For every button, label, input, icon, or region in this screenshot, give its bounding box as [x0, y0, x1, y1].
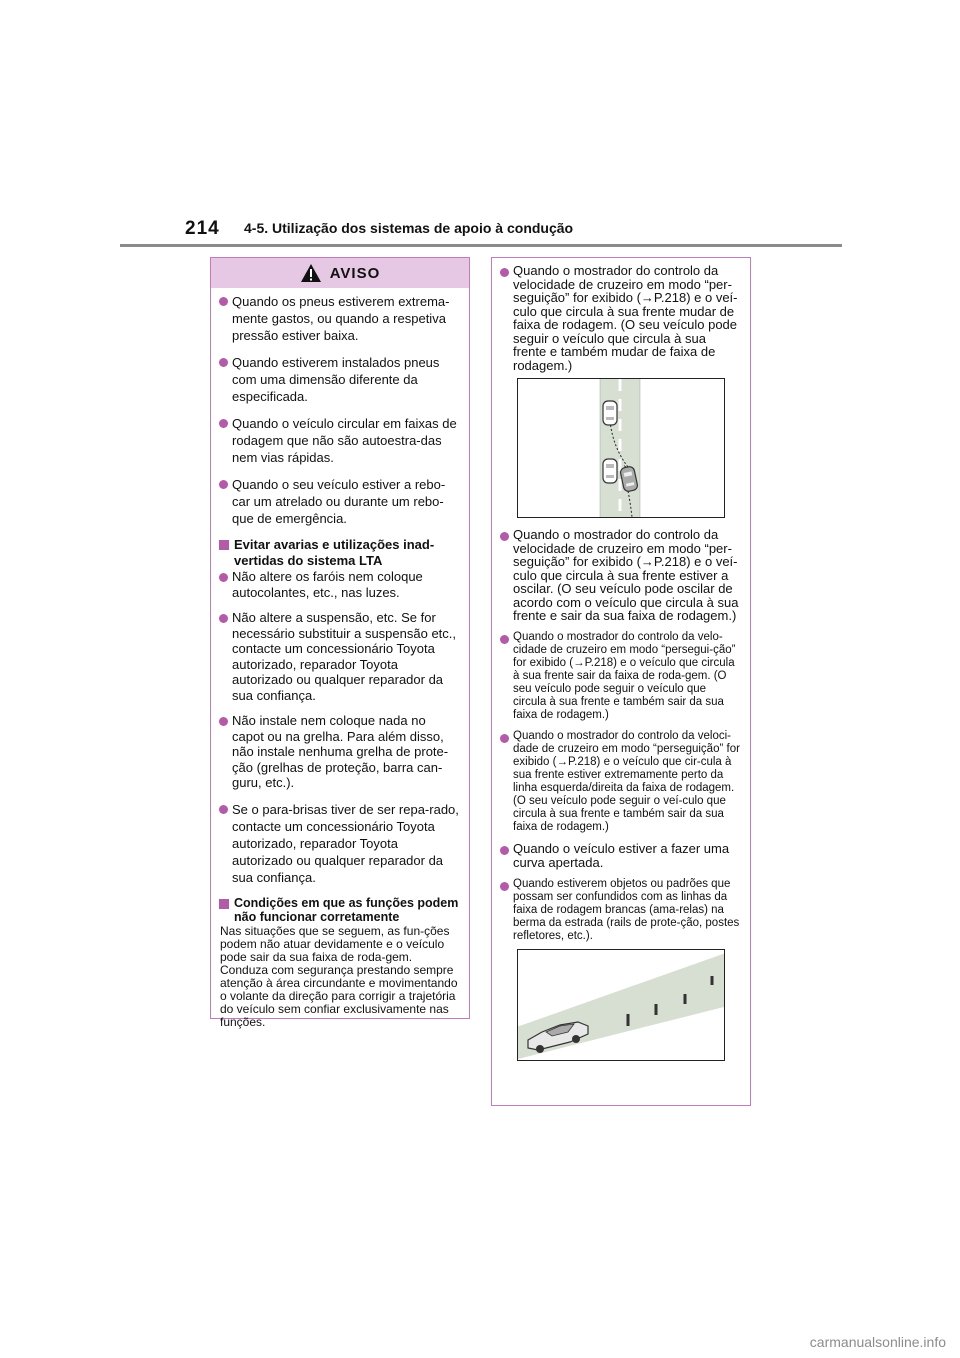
list-item-text: Quando estiverem objetos ou padrões que possam ser confundidos com as linhas da faixa de rodagem brancas (ama-relas) na berma da estrada (rails de prote-ção, postes refletores, etc.). [513, 877, 740, 942]
guardrail-diagram [518, 950, 724, 1060]
subheading-text: Evitar avarias e utilizações inad-vertidas do sistema LTA [234, 537, 435, 568]
warning-header [211, 258, 469, 288]
parked-vehicle-icon [603, 459, 617, 483]
list-item-text: Quando o mostrador do controlo da velocidade de cruzeiro em modo “per-seguição” for exibido (→P.218) e o veí-culo que circula à sua frente estiver a oscilar. (O seu veículo pode oscilar de acordo com o veículo que circula à sua frente e sair da sua faixa de rodagem.) [513, 527, 739, 623]
bullet-dot [500, 846, 509, 855]
bullet-dot [500, 882, 509, 891]
paragraph: Nas situações que se seguem, as fun-ções podem não atuar devidamente e o veículo pode sair da sua faixa de roda-gem. Conduza com segurança prestando sempre atenção à área circundante e movimentando o volante da direção para corrigir a trajetória do veículo sem confiar exclusivamente nas funções. [220, 923, 458, 1029]
list-item [500, 631, 742, 722]
square-bullet-icon [219, 899, 229, 909]
bullet-dot [500, 734, 509, 743]
warning-box [210, 257, 470, 1029]
list-item [500, 842, 742, 870]
header-rule [120, 244, 842, 247]
subheading [219, 896, 461, 924]
list-item [500, 528, 742, 623]
list-item-text: Quando o mostrador do controlo da velocidade de cruzeiro em modo “per-seguição” for exibido (→P.218) e o veí-culo que circula à sua frente mudar de faixa de rodagem. (O seu veículo pode seguir o veículo que circula à sua frente e também mudar de faixa de rodagem.) [513, 263, 738, 373]
list-item-text: Se o para-brisas tiver de ser repa-rado, contacte um concessionário Toyota autorizado, reparador Toyota autorizado ou qualquer reparador da sua confiança. [232, 801, 459, 885]
bullet-dot [500, 635, 509, 644]
watermark: carmanualsonline.info [809, 1334, 946, 1350]
list-item [500, 878, 742, 943]
list-item-text: Quando estiverem instalados pneus com uma dimensão diferente da especificada. [232, 355, 440, 404]
vehicle-ahead-icon [603, 401, 617, 425]
list-item-text: Quando o mostrador do controlo da velo-cidade de cruzeiro em modo “persegui-ção” for exibido (→P.218) e o veículo que circula à sua frente sair da faixa de roda-gem. (O seu veículo pode seguir o veículo que circula à sua frente e também sair da sua faixa de rodagem.) [513, 630, 736, 721]
bullet-dot [500, 268, 509, 277]
list-item [219, 415, 461, 466]
list-item-text: Não altere a suspensão, etc. Se for necessário substituir a suspensão etc., contacte um concessionário Toyota autorizado, reparador Toyota autorizado ou qualquer reparador da sua confiança. [232, 610, 457, 703]
lane-change-diagram [518, 379, 724, 517]
list-item-text: Não instale nem coloque nada no capot ou na grelha. Para além disso, não instale nenhuma grelha de prote-ção (grelhas de proteção, barra can-guru, etc.). [232, 713, 449, 790]
list-item [219, 293, 461, 344]
square-bullet-icon [219, 540, 229, 550]
list-item-text: Quando o veículo circular em faixas de rodagem que não são autoestra-das nem vias rápidas. [232, 416, 457, 465]
list-item-text: Quando o mostrador do controlo da veloci-dade de cruzeiro em modo “perseguição” for exibido (→P.218) e o veículo que cir-cula à sua frente estiver extremamente perto da linha esquerda/direita da faixa de rodagem. (O seu veículo pode seguir o veí-culo que circula à sua frente e também sair da sua faixa de rodagem.) [513, 729, 740, 833]
list-item-text: Quando os pneus estiverem extrema-mente gastos, ou quando a respetiva pressão estiver baixa. [232, 294, 450, 343]
bullet-dot [500, 532, 509, 541]
subheading-text: Condições em que as funções podem não funcionar corretamente [234, 895, 459, 924]
list-item [219, 569, 461, 600]
list-item-text: Não altere os faróis nem coloque autocolantes, etc., nas luzes. [232, 569, 423, 600]
guardrail-illustration [517, 949, 725, 1061]
bullet-dot [219, 419, 228, 428]
bullet-dot [219, 717, 228, 726]
warning-title: AVISO [329, 264, 381, 282]
warning-triangle-icon [300, 263, 322, 283]
list-item [500, 264, 742, 372]
bullet-dot [219, 297, 228, 306]
bullet-dot [219, 480, 228, 489]
list-item-text: Quando o seu veículo estiver a rebo-car um atrelado ou durante um rebo-que de emergência. [232, 477, 446, 526]
bullet-dot [219, 614, 228, 623]
list-item [219, 801, 461, 886]
list-item [219, 610, 461, 703]
bullet-dot [219, 358, 228, 367]
list-item [500, 730, 742, 834]
page-number: 214 [185, 218, 220, 239]
section-title: 4-5. Utilização dos sistemas de apoio à condução [244, 220, 574, 236]
list-item-text: Quando o veículo estiver a fazer uma curva apertada. [513, 840, 730, 870]
conditions-box [491, 257, 751, 1106]
subheading [219, 537, 461, 568]
bullet-dot [219, 573, 228, 582]
list-item [219, 354, 461, 405]
bullet-dot [219, 805, 228, 814]
list-item [219, 476, 461, 527]
list-item [219, 713, 461, 791]
lane-change-illustration [517, 378, 725, 518]
